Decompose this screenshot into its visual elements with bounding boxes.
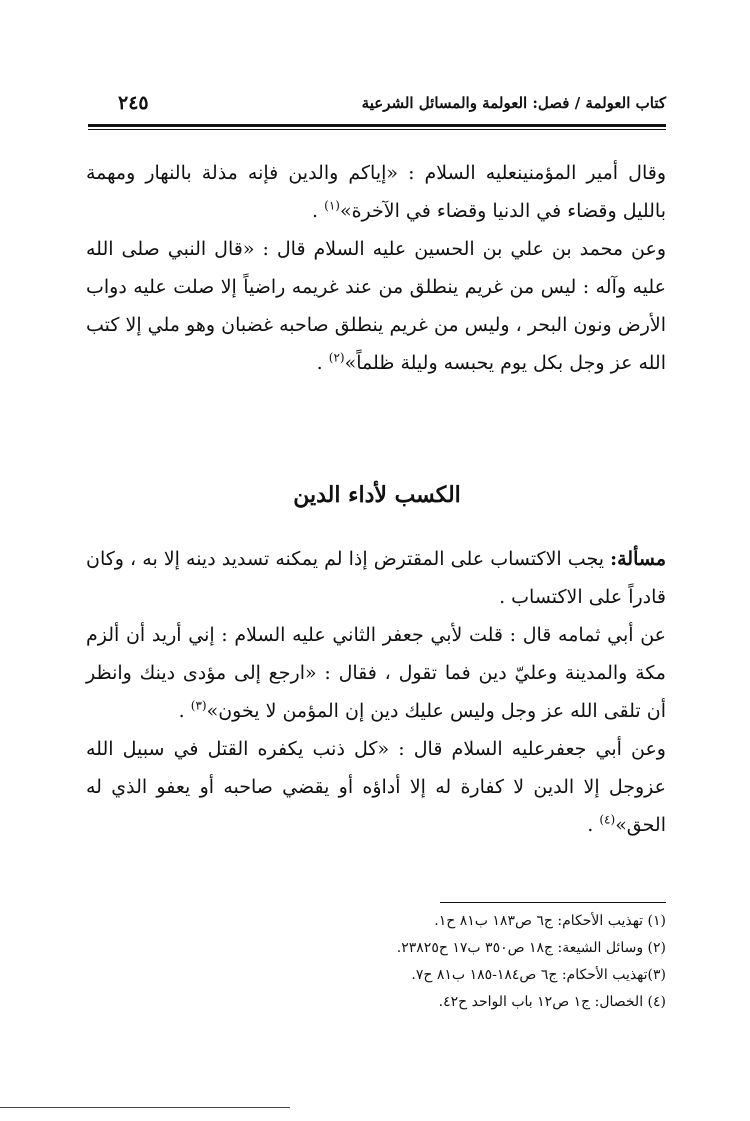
issue-label: مسألة: (610, 548, 666, 570)
page-edge-line (0, 1107, 290, 1108)
paragraph-text: وعن أبي جعفرعليه السلام قال : «كل ذنب يكفره القتل في سبيل الله عزوجل إلا الدين لا كفارة له إلا أداؤه أو يقضي صاحبه أو يعفو الذي له الحق» (86, 738, 666, 836)
paragraph-text: عن أبي ثمامه قال : قلت لأبي جعفر الثاني عليه السلام : إني أريد أن ألزم مكة والمدينة وعليّ دين فما تقول ، فقال : «ارجع إلى مؤدى دينك وانظر أن تلقى الله عز وجل وليس عليك دين إن المؤمن لا يخون» (86, 624, 666, 722)
header-title: كتاب العولمة / فصل: العولمة والمسائل الشرعية (361, 94, 666, 112)
paragraph-text: وقال أمير المؤمنينعليه السلام : «إياكم والدين فإنه مذلة بالنهار ومهمة بالليل وقضاء في الدنيا وقضاء في الآخرة» (86, 162, 666, 222)
paragraph-text: وعن محمد بن علي بن الحسين عليه السلام قال : «قال النبي صلى الله عليه وآله : ليس من غريم ينطلق من عند غريمه راضياً إلا صلت عليه دواب الأرض ونون البحر ، وليس من غريم ينطلق صاحبه غضبان وهو ملي إلا كتب الله عز وجل بكل يوم يحبسه وليلة ظلماً» (86, 238, 666, 374)
footnote: (٤) الخصال: ج١ ص١٢ باب الواحد ح٤٢. (438, 994, 666, 1010)
intro-text (86, 154, 666, 382)
paragraph: وعن محمد بن علي بن الحسين عليه السلام قال : «قال النبي صلى الله عليه وآله : ليس من غريم ينطلق من عند غريمه راضياً إلا صلت عليه دواب الأرض ونون البحر ، وليس من غريم ينطلق صاحبه غضبان وهو ملي إلا كتب الله عز وجل بكل يوم يحبسه وليلة ظلماً»$^{(٢)}$ . (86, 238, 666, 374)
paragraph (86, 540, 666, 616)
footnote-ref: (٢) (328, 350, 345, 365)
footnote-ref: (٤) (599, 812, 616, 827)
footnote: (٢) وسائل الشيعة: ج١٨ ص٣٥٠ ب١٧ ح٢٣٨٢٥. (396, 940, 666, 956)
paragraph: وعن أبي جعفرعليه السلام قال : «كل ذنب يكفره القتل في سبيل الله عزوجل إلا الدين لا كفارة له إلا أداؤه أو يقضي صاحبه أو يعفو الذي له الحق»$^{(٤)}$ . (86, 738, 666, 836)
header-rule-thick (88, 124, 666, 127)
paragraph: عن أبي ثمامه قال : قلت لأبي جعفر الثاني عليه السلام : إني أريد أن ألزم مكة والمدينة وعليّ دين فما تقول ، فقال : «ارجع إلى مؤدى دينك وانظر أن تلقى الله عز وجل وليس عليك دين إن المؤمن لا يخون»$^{(٣)}$ . (86, 624, 666, 722)
footnote: (١) تهذيب الأحكام: ج٦ ص١٨٣ ب٨١ ح١. (434, 913, 666, 929)
paragraph-text: يجب الاكتساب على المقترض إذا لم يمكنه تسديد دينه إلا به ، وكان قادراً على الاكتساب . (86, 548, 666, 608)
footnotes (86, 908, 666, 1016)
header-rule-thin (88, 129, 666, 130)
section-heading: الكسب لأداء الدين (293, 482, 461, 508)
footnote-separator (440, 902, 666, 903)
footnote-ref: (١) (324, 198, 340, 213)
page-number: ٢٤٥ (118, 92, 149, 114)
paragraph: وقال أمير المؤمنينعليه السلام : «إياكم والدين فإنه مذلة بالنهار ومهمة بالليل وقضاء في الدنيا وقضاء في الآخرة»$^{(١)}$ . (86, 162, 666, 222)
running-header (88, 92, 666, 120)
footnote: (٣)تهذيب الأحكام: ج٦ ص١٨٤-١٨٥ ب٨١ ح٧. (411, 967, 666, 983)
footnote-ref: (٣) (190, 698, 207, 713)
section-text (86, 540, 666, 844)
